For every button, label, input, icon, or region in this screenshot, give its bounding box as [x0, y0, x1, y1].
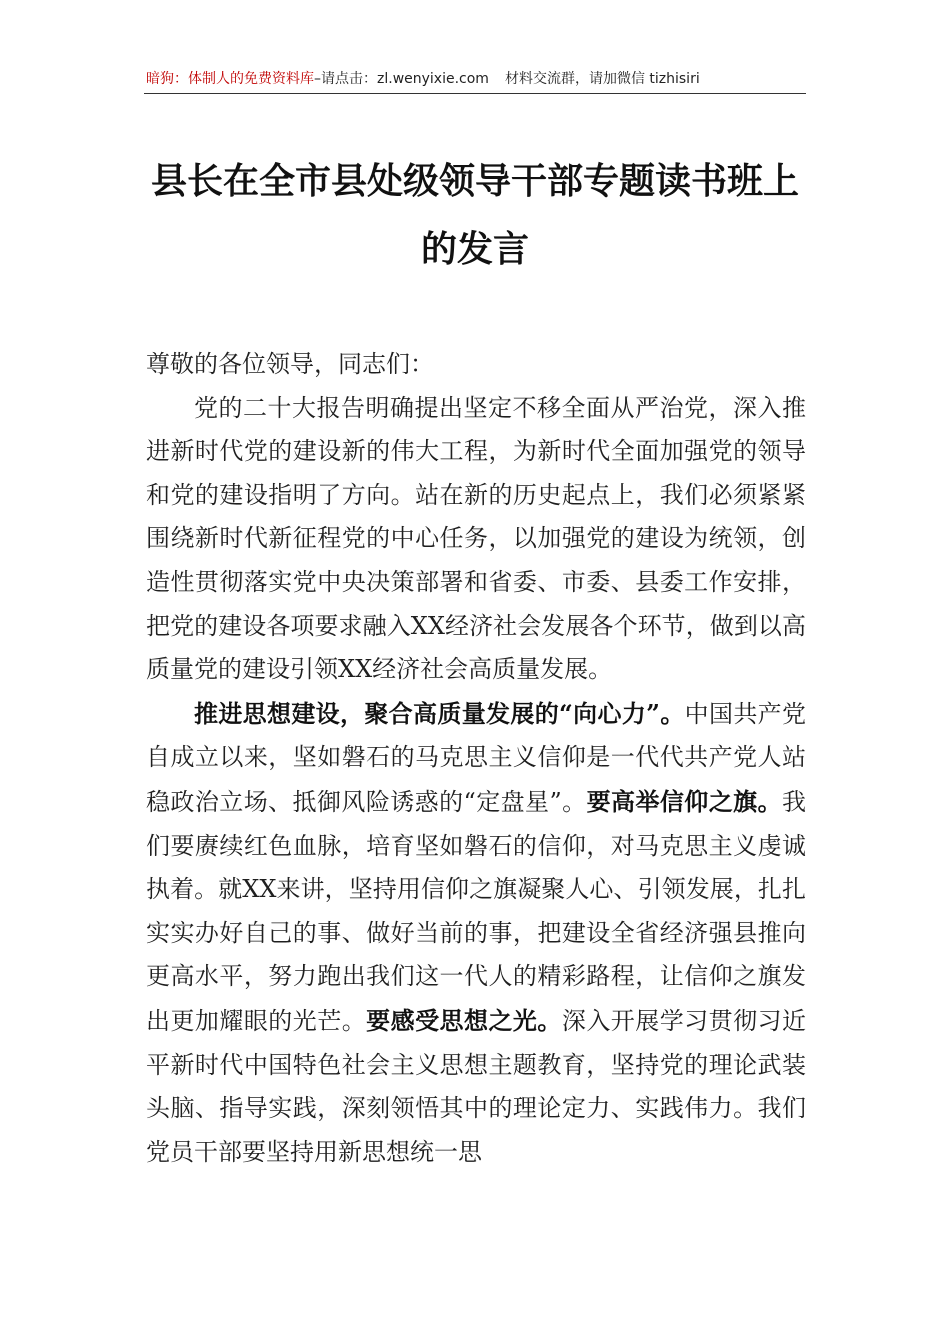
header-wechat-note: 材料交流群，请加微信 tizhisiri	[504, 71, 700, 87]
header-site-label: 暗狗：体制人的免费资料库	[146, 71, 314, 87]
title-line-1: 县长在全市县处级领导干部专题读书班上	[150, 160, 799, 202]
paragraph-2-subheading-1: 要高举信仰之旗。	[586, 786, 783, 816]
salutation: 尊敬的各位领导，同志们：	[146, 350, 434, 378]
document-body	[146, 343, 806, 1174]
paragraph-2-subheading-2: 要感受思想之光。	[366, 1005, 562, 1035]
paragraph-2	[146, 692, 806, 1175]
title-line-2: 的发言	[420, 228, 529, 270]
paragraph-2-text-b: 我们要赓续红色血脉，培育坚如磐石的信仰，对马克思主义虔诚执着。就XX来讲，坚持用信仰之旗凝聚人心、引领发展，扎扎实实办好自己的事、做好当前的事，把建设全省经济强县推向更高水平，努力跑出我们这一代人的精彩路程，让信仰之旗发出更加耀眼的光芒。	[146, 787, 807, 1035]
paragraph-2-text-c: 深入开展学习贯彻习近平新时代中国特色社会主义思想主题教育，坚持党的理论武装头脑、指导实践，深刻领悟其中的理论定力、实践伟力。我们党员干部要坚持用新思想统一思	[146, 1006, 807, 1166]
header-url-link[interactable]: zl.wenyixie.com	[377, 71, 489, 87]
header-divider	[144, 93, 806, 94]
page-header	[146, 68, 806, 90]
document-title	[144, 147, 806, 283]
paragraph-2-text-a: 中国共产党自成立以来，坚如磐石的马克思主义信仰是一代代共产党人站稳政治立场、抵御风险诱惑的“定盘星”。	[146, 699, 806, 816]
paragraph-2-heading: 推进思想建设，聚合高质量发展的“向心力”。	[194, 698, 685, 728]
header-click-label: –请点击：	[314, 71, 377, 87]
paragraph-1: 党的二十大报告明确提出坚定不移全面从严治党，深入推进新时代党的建设新的伟大工程，为新时代全面加强党的领导和党的建设指明了方向。站在新的历史起点上，我们必须紧紧围绕新时代新征程党的中心任务，以加强党的建设为统领，创造性贯彻落实党中央决策部署和省委、市委、县委工作安排，把党的建设各项要求融入XX经济社会发展各个环节，做到以高质量党的建设引领XX经济社会高质量发展。	[146, 393, 806, 684]
